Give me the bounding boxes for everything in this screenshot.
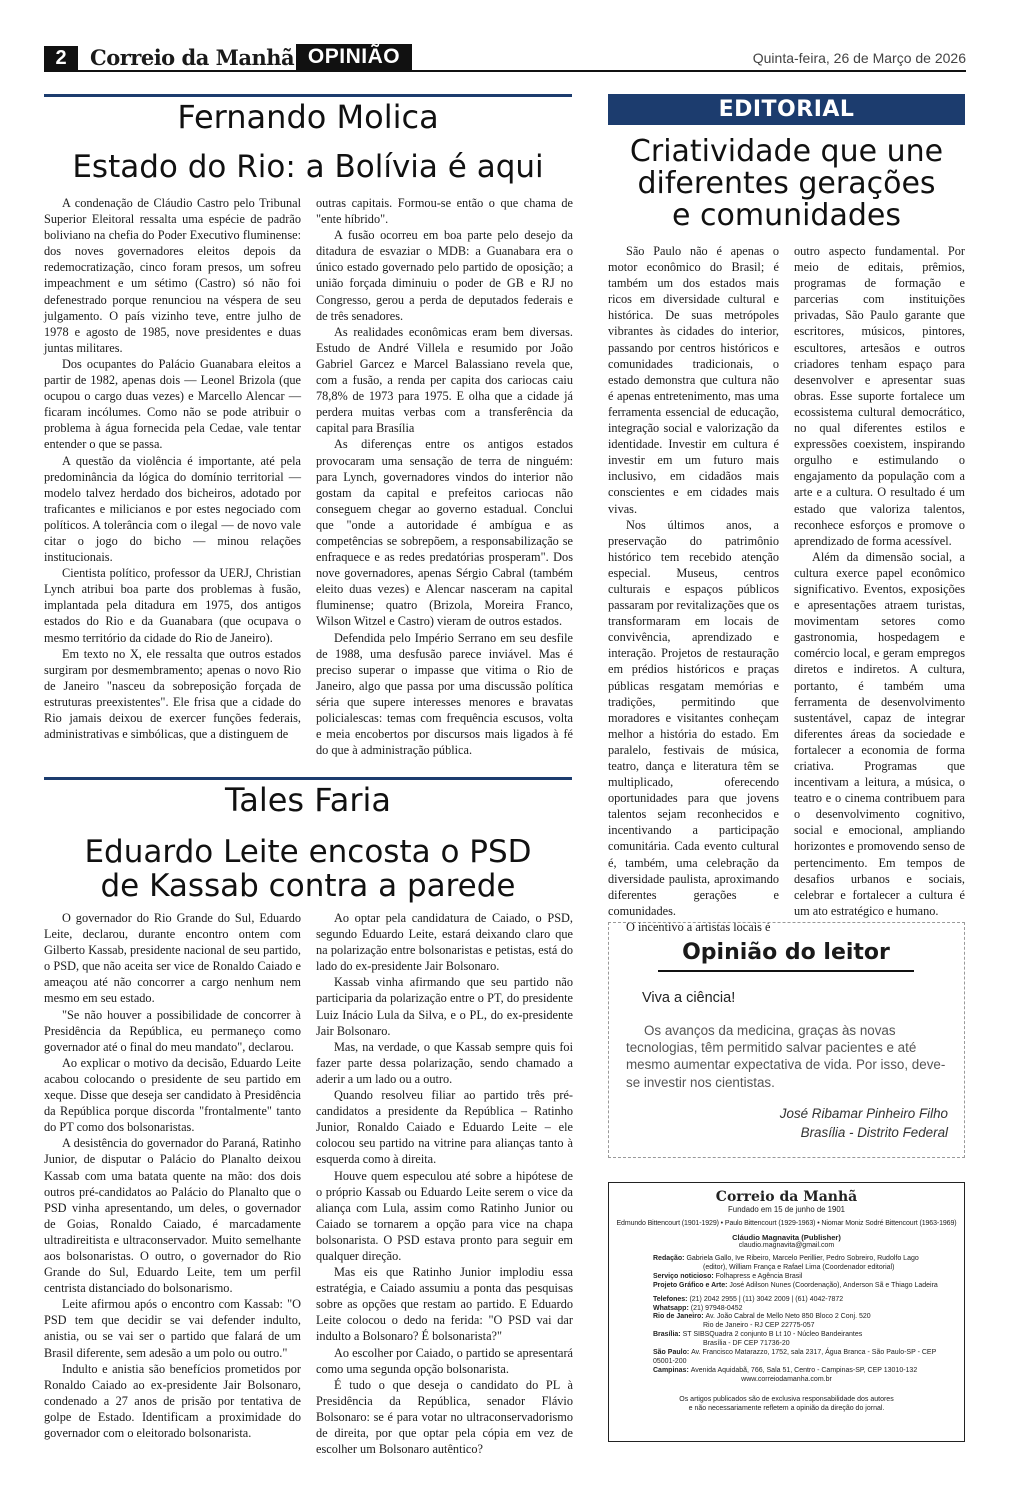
masthead-line-label: Brasília: (653, 1331, 683, 1339)
issue-date: Quinta-feira, 26 de Março de 2026 (752, 50, 966, 66)
article1-column-2 (316, 195, 573, 758)
reader-signature-block (700, 1104, 948, 1142)
paragraph: Nos últimos anos, a preservação do patrimônio histórico tem recebido atenção especial. Museus, centros culturais e espaços públicos passaram por revitalizações que os transformaram em locais de convivência, aprendizado e interação. Projetos de restauração em prédios históricos e praças públicas resgatam memórias e tradições, permitindo que moradores e visitantes conheçam melhor a história do estado. Em paralelo, festivais de música, teatro, dança e literatura têm se multiplicado, oferecendo oportunidades para que jovens talentos sejam reconhecidos e incentivando a participação comunitária. Cada evento cultural é, também, uma celebração da diversidade paulista, aproximando diferentes gerações e comunidades. (608, 517, 779, 918)
masthead-founders: Edmundo Bittencourt (1901-1929) • Paulo Bittencourt (1929-1963) • Niomar Moniz Sodré Bittencourt (1963-1969) (616, 1220, 957, 1227)
section-label: OPINIÃO (296, 44, 412, 70)
paragraph: Kassab vinha afirmando que seu partido não participaria da polarização entre o PT, do presidente Luiz Inácio Lula da Silva, e o PL, do ex-presidente Jair Bolsonaro. (316, 975, 573, 1038)
paragraph: Defendida pelo Império Serrano em seu desfile de 1988, uma desfusão parece inviável. Mas é preciso superar o impasse que vitima o Rio de Janeiro, algo que passa por uma discussão política séria que supere interesses menores e bravatas policialescas: temas com frequência escusos, volta e meia encobertos por discursos mais ligados à fé do que à administração pública. (316, 630, 573, 758)
reader-opinion-title: Opinião do leitor (658, 940, 914, 972)
paragraph: É tudo o que deseja o candidato do PL à Presidência da República, senador Flávio Bolsonaro: se é para votar no ultraconservadorismo de direita, por que optar pela cópia em vez de escolher um Bolsonaro autêntico? (316, 1377, 573, 1457)
masthead-line-text: (editor), William França e Rafael Lima (Coordenador editorial) (703, 1263, 895, 1271)
page-header (44, 44, 966, 72)
masthead-line (653, 1296, 953, 1305)
paragraph: A fusão ocorreu em boa parte pelo desejo da ditadura de esvaziar o MDB: a Guanabara era o único estado governado pelo partido de oposição; a união forçada diminuiu o poder de GB e RJ no Congresso, gerou a perda de deputados federais e de três senadores. (316, 228, 573, 323)
masthead-line-text: Gabriela Gallo, Ive Ribeiro, Marcelo Perillier, Pedro Sobreiro, Rudolfo Lago (686, 1255, 919, 1262)
masthead-brand: Correio da Manhã (715, 1189, 858, 1205)
masthead-line (653, 1255, 953, 1264)
paragraph: Quando resolveu filiar ao partido três pré-candidatos a presidente da República – Ratinho Junior, Ronaldo Caiado e Eduardo Leite – ele colocou seu partido na vitrine para alianças tanto à esquerda como à direita. (316, 1088, 573, 1167)
article2-headline-line2: de Kassab contra a parede (100, 868, 516, 905)
masthead-line-text: Av. João Cabral de Mello Neto 850 Bloco 2 Conj. 520 (705, 1313, 871, 1321)
masthead-line (653, 1349, 953, 1367)
masthead-line-text: (21) 97948-0452 (690, 1304, 743, 1312)
masthead-line-label: Telefones: (653, 1295, 690, 1303)
reader-letter-body: Os avanços da medicina, graças às novas tecnologias, têm permitido salvar pacientes e até mesmo aumentar expectativa de vida. Por isso, deve-se investir nos cientistas. (626, 1023, 946, 1090)
masthead-line-label: Whatsapp: (653, 1304, 691, 1312)
paragraph: São Paulo não é apenas o motor econômico do Brasil; é também um dos estados mais ricos em diversidade cultural e histórica. De suas metrópoles vibrantes às cidades do interior, passando por centros históricos e comunidades tradicionais, o estado demonstra que cultura não é apenas entretenimento, mas uma ferramenta essencial de educação, integração social e valorização da identidade. Investir em cultura é investir em um futuro mais inclusivo, em cidadãos mais conscientes e em cidades mais vivas. (608, 244, 779, 516)
paragraph: Mas, na verdade, o que Kassab sempre quis foi fazer parte dessa polarização, sendo chamado a aderir a um lado ou a outro. (316, 1039, 573, 1086)
masthead-website: www.correiodamanha.com.br (741, 1375, 832, 1383)
masthead-line (653, 1313, 953, 1322)
editorial-banner: EDITORIAL (608, 94, 965, 125)
article2-headline-line1: Eduardo Leite encosta o PSD (84, 834, 532, 870)
paragraph: As realidades econômicas eram bem diversas. Estudo de André Villela e resumido por João Gabriel Garcez e Marcel Balassiano revela que, com a fusão, a renda per capita dos cariocas caiu 78,8% de 1973 para 1975. E olha que a cidade já perdera muitas verbas com a transferência da capital para Brasília (316, 324, 573, 436)
masthead-line-label: Rio de Janeiro: (653, 1313, 706, 1321)
paragraph: As diferenças entre os antigos estados provocaram uma sensação de terra de ninguém: para Lynch, governadores vindos do interior não gostam da capital e prefeitos cariocas não conseguem chegar ao governo estadual. Conclui que "onde a autoridade é ambígua e as competências se sobrepõem, a responsabilização se enfraquece e as redes predatórias prosperam". Dos nove governadores, apenas Sérgio Cabral (também eleito duas vezes) e Alencar nasceram na capital fluminense; quatro (Brizola, Moreira Franco, Wilson Witzel e Castro) vieram de outros estados. (316, 437, 573, 629)
editorial-column-1 (608, 243, 779, 935)
editorial-headline-line1: Criatividade que une (629, 134, 944, 169)
paragraph: outro aspecto fundamental. Por meio de editais, prêmios, programas de formação e parcerias com instituições privadas, São Paulo garante que escritores, músicos, pintores, escultores, artesãos e outros criadores tenham espaço para desenvolver e apresentar suas obras. Esse suporte fortalece um ecossistema cultural democrático, no qual diferentes estilos e expressões coexistem, inspirando orgulho e estimulando o engajamento da população com a arte e a cultura. O resultado é um estado que valoriza talentos, reconhece esforços e promove o aprendizado de forma acessível. (794, 244, 965, 548)
masthead-line (653, 1331, 953, 1340)
masthead-publisher: Cláudio Magnavita (Publisher) (732, 1233, 841, 1242)
masthead-line (653, 1273, 953, 1282)
masthead-line-text: Av. Francisco Matarazzo, 1752, sala 2317, Água Branca - São Paulo-SP - CEP 05001-200 (653, 1349, 937, 1365)
article2-author: Tales Faria (224, 781, 391, 819)
editorial-headline (608, 136, 965, 232)
editorial-column-2 (794, 243, 965, 919)
masthead-email: claudio.magnavita@gmail.com (738, 1242, 835, 1249)
masthead-line (653, 1305, 953, 1314)
paragraph: Cientista político, professor da UERJ, Christian Lynch atribui boa parte dos problemas à fusão, implantada pela ditadura em 1975, dos antigos estados do Rio e da Guanabara (que ocupava o mesmo território da cidade do Rio de Janeiro). (44, 566, 301, 645)
paragraph: O incentivo a artistas locais é (626, 919, 771, 934)
masthead-line-label: São Paulo: (653, 1349, 692, 1357)
masthead-line-label: Projeto Gráfico e Arte: (653, 1281, 730, 1289)
masthead-line (653, 1264, 953, 1273)
reader-signature: José Ribamar Pinheiro Filho (779, 1106, 948, 1121)
masthead-disclaimer (609, 1395, 964, 1413)
masthead-line-text: Brasília - DF CEP 71736-20 (703, 1340, 790, 1348)
paragraph: outras capitais. Formou-se então o que chama de "ente híbrido". (316, 196, 573, 227)
masthead-founded: Fundado em 15 de junho de 1901 (727, 1205, 846, 1214)
masthead-line-label: Redação: (653, 1255, 687, 1262)
paragraph: Dos ocupantes do Palácio Guanabara eleitos a partir de 1982, apenas dois — Leonel Brizola (que ocupou o cargo duas vezes) e Marcello Alencar — ficaram incólumes. Como não se pode atribuir o problema à água fornecida pela Cedae, vale tentar entender o que se passa. (44, 356, 301, 452)
paragraph: Ao explicar o motivo da decisão, Eduardo Leite acabou colocando o presidente de seu partido em xeque. Disse que deseja ser candidato à Presidência da República porque discorda "frontalmente" tanto do PT como dos bolsonaristas. (44, 1055, 301, 1135)
paragraph: Houve quem especulou até sobre a hipótese de o próprio Kassab ou Eduardo Leite serem o vice da aliança com Lula, assim como Ratinho Junior ou Caiado se tornarem a opção para vice na chapa bolsonarista. O PSD estava pronto para seguir em qualquer direção. (316, 1168, 573, 1263)
paragraph: Ao optar pela candidatura de Caiado, o PSD, segundo Eduardo Leite, estará deixando claro que na polarização entre bolsonaristas e petistas, está do lado do ex-presidente Jair Bolsonaro. (316, 911, 573, 974)
paragraph: Indulto e anistia são benefícios prometidos por Ronaldo Caiado ao ex-presidente Jair Bolsonaro, condenado a 27 anos de prisão por tentativa de golpe de Estado. Identificam a proximidade do governador com o eleitorado bolsonarista. (44, 1361, 301, 1440)
article1-headline: Estado do Rio: a Bolívia é aqui (72, 149, 544, 185)
masthead-box (608, 1182, 965, 1442)
newspaper-brand: Correio da Manhã (90, 45, 295, 70)
article1-author: Fernando Molica (177, 98, 439, 136)
masthead-line (653, 1367, 953, 1376)
reader-letter-title: Viva a ciência! (642, 990, 736, 1006)
masthead-line (653, 1322, 953, 1331)
paragraph: A questão da violência é importante, até pela predominância da lógica do domínio territorial — modelo talvez herdado dos bicheiros, adotado por traficantes e milicianos e por estes negociado com políticos. A tolerância com o ilegal — de novo vale citar o jogo do bicho — minou relações institucionais. (44, 453, 301, 565)
masthead-line-text: Avenida Aquidabã, 766, Sala 51, Centro - Campinas-SP, CEP 13010-132 (690, 1366, 918, 1374)
masthead-line-text: Folhapress e Agência Brasil (715, 1272, 803, 1280)
editorial-headline-line2: diferentes gerações (637, 166, 936, 201)
paragraph: "Se não houver a possibilidade de concorrer à Presidência da República, eu permaneço como governador até o final do meu mandato", declarou. (44, 1007, 301, 1054)
article2-rule (44, 777, 572, 780)
editorial-headline-line3: e comunidades (672, 198, 901, 233)
article2-headline (44, 835, 572, 903)
paragraph: A desistência do governador do Paraná, Ratinho Junior, de disputar o Palácio do Planalto deixou Kassab com uma batata quente na mão: dos dois outros pré-candidatos ao Palácio do Planalto que o PSD vinha apresentando, um deles, o governador de Goias, Ronaldo Caiado, é marcadamente ultradireitista e ultraconservador. Muito semelhante aos bolsonaristas. O outro, o governador do Rio Grande do Sul, Eduardo Leite, tem um perfil centrista distanciado do bolsonarismo. (44, 1136, 301, 1296)
paragraph: Mas eis que Ratinho Junior implodiu essa estratégia, e Caiado assumiu a ponta das pesquisas sobre as opções que restam ao partido. E Eduardo Leite colocou o dedo na ferida: "O PSD vai dar indulto a Bolsonaro? É bolsonarista?" (316, 1265, 573, 1344)
reader-location: Brasília - Distrito Federal (800, 1125, 948, 1140)
paragraph: Em texto no X, ele ressalta que outros estados surgiram por desmembramento; apenas o novo Rio de Janeiro "nasceu da sobreposição forçada de estruturas preexistentes". Ele frisa que a cidade do Rio jamais deixou de exercer funções federais, administrativas e simbólicas, que a distinguem de (44, 646, 301, 742)
paragraph: Ao escolher por Caiado, o partido se apresentará como uma segunda opção bolsonarista. (316, 1345, 574, 1376)
article2-column-1 (44, 910, 301, 1441)
masthead-line-label: Serviço noticioso: (653, 1272, 716, 1280)
paragraph: O governador do Rio Grande do Sul, Eduardo Leite, declarou, durante encontro ontem com Gilberto Kassab, presidente nacional de seu partido, o PSD, que não aceita ser vice de Ronaldo Caiado e ameaçou até não concorrer a cargo nenhum nem mesmo em seu estado. (44, 911, 301, 1006)
paragraph: A condenação de Cláudio Castro pelo Tribunal Superior Eleitoral ressalta uma espécie de padrão boliviano na chefia do Poder Executivo fluminense: dos noves governadores eleitos depois da redemocratização, cinco foram presos, um sofreu impeachment e um sétimo (Castro) só não foi defenestrado porque renunciou na véspera de seu julgamento. O país vizinho teve, entre julho de 1978 e agosto de 1985, nove presidentes e duas juntas militares. (44, 196, 301, 355)
masthead-line-label: Campinas: (653, 1366, 691, 1374)
page-number: 2 (44, 46, 78, 70)
masthead-disclaimer-line2: e não necessariamente refletem a opinião da direção do jornal. (688, 1404, 885, 1412)
masthead-line-text: José Adilson Nunes (Coordenação), Anderson Sã e Thiago Ladeira (729, 1281, 938, 1289)
masthead-line (653, 1282, 953, 1291)
article1-column-1 (44, 195, 301, 742)
article1-rule (44, 94, 572, 97)
masthead-line-text: ST SIBSQuadra 2 conjunto B Lt 10 - Núcleo Bandeirantes (682, 1331, 863, 1339)
masthead-disclaimer-line1: Os artigos publicados são de exclusiva responsabilidade dos autores (679, 1395, 894, 1403)
article2-column-2 (316, 910, 573, 1457)
masthead-line-text: (21) 2042 2955 | (11) 3042 2009 | (61) 4042-7872 (689, 1295, 844, 1303)
masthead-staff-list (653, 1255, 953, 1376)
paragraph: Além da dimensão social, a cultura exerce papel econômico significativo. Eventos, exposições e apresentações atraem turistas, movimentam setores como gastronomia, hospedagem e comércio local, e geram empregos diretos e indiretos. A cultura, portanto, é também uma ferramenta de desenvolvimento sustentável, capaz de integrar diferentes áreas da sociedade e fortalecer a economia de forma criativa. Programas que incentivam a leitura, a música, o teatro e o cinema contribuem para o desenvolvimento cognitivo, social e emocional, ampliando horizontes e promovendo senso de pertencimento. Em tempos de desafios urbanos e sociais, celebrar e fortalecer a cultura é um ato estratégico e humano. (794, 549, 965, 918)
masthead-line-text: Rio de Janeiro - RJ CEP 22775-057 (703, 1322, 815, 1330)
paragraph: Leite afirmou após o encontro com Kassab: "O PSD tem que decidir se vai defender indulto, anistia, ou se vai ser o partido que falará de um Brasil diferente, sem adesão a um polo ou outro." (44, 1297, 301, 1360)
masthead-line (653, 1340, 953, 1349)
